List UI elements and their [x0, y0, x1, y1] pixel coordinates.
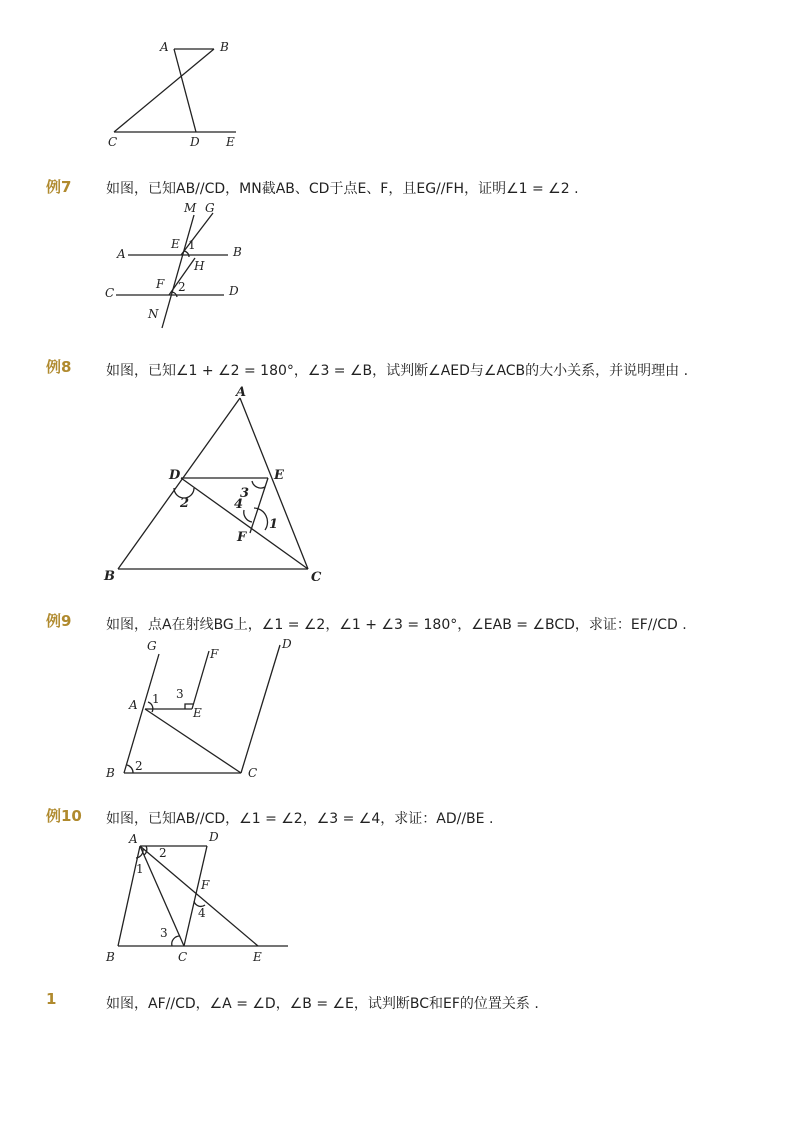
point-label: B	[106, 950, 115, 964]
point-label: E	[253, 950, 262, 964]
angle-label: 2	[135, 759, 143, 773]
angle-label: 2	[159, 846, 167, 860]
point-label: E	[274, 468, 284, 483]
point-label: D	[190, 135, 200, 149]
point-label: F	[156, 277, 165, 291]
point-label: N	[148, 307, 159, 321]
point-label: G	[147, 639, 157, 653]
point-label: D	[169, 468, 181, 483]
angle-label: 4	[198, 906, 206, 920]
angle-label: 1	[269, 517, 279, 532]
example-statement: 如图，已知AB//CD，MN截AB、CD于点E、F，且EG//FH，证明∠1 = ∠2 .	[106, 181, 579, 197]
point-label: A	[117, 247, 126, 261]
example-label: 例7	[46, 178, 72, 196]
point-label: C	[105, 286, 115, 300]
angle-label: 2	[180, 496, 190, 511]
angle-label: 3	[160, 926, 168, 940]
question-label: 1	[46, 990, 57, 1008]
point-label: C	[178, 950, 188, 964]
point-label: E	[226, 135, 235, 149]
angle-label: 1	[152, 692, 160, 706]
angle-label: 1	[188, 238, 196, 252]
point-label: G	[205, 201, 215, 215]
point-label: D	[229, 284, 239, 298]
example-statement: 如图，已知∠1 + ∠2 = 180°，∠3 = ∠B，试判断∠AED与∠ACB的大小关系，并说明理由 .	[106, 363, 689, 379]
point-label: C	[248, 766, 258, 780]
point-label: D	[282, 637, 292, 651]
point-label: B	[106, 766, 115, 780]
point-label: A	[236, 385, 247, 400]
point-label: A	[129, 698, 138, 712]
angle-label: 1	[136, 862, 144, 876]
angle-label: 2	[178, 280, 186, 294]
example-statement: 如图，已知AB//CD，∠1 = ∠2，∠3 = ∠4，求证：AD//BE .	[106, 811, 494, 827]
example-label: 例9	[46, 612, 72, 630]
point-label: E	[193, 706, 202, 720]
example-label: 例10	[46, 807, 82, 825]
point-label: A	[129, 832, 138, 846]
point-label: C	[108, 135, 118, 149]
point-label: H	[194, 259, 205, 273]
example-statement: 如图，点A在射线BG上，∠1 = ∠2，∠1 + ∠3 = 180°，∠EAB = ∠BCD，求证：EF//CD .	[106, 617, 687, 633]
point-label: C	[311, 570, 322, 585]
point-label: F	[201, 878, 210, 892]
point-label: A	[160, 40, 169, 54]
point-label: D	[209, 830, 219, 844]
point-label: F	[210, 647, 219, 661]
point-label: B	[104, 569, 115, 584]
angle-label: 4	[234, 497, 244, 512]
point-label: F	[237, 530, 247, 545]
example-label: 例8	[46, 358, 72, 376]
point-label: M	[184, 201, 197, 215]
point-label: E	[171, 237, 180, 251]
angle-label: 3	[176, 687, 184, 701]
point-label: B	[233, 245, 242, 259]
point-label: B	[220, 40, 229, 54]
angle-label: 3	[240, 486, 250, 501]
question-statement: 如图，AF//CD，∠A = ∠D，∠B = ∠E，试判断BC和EF的位置关系 .	[106, 996, 539, 1012]
